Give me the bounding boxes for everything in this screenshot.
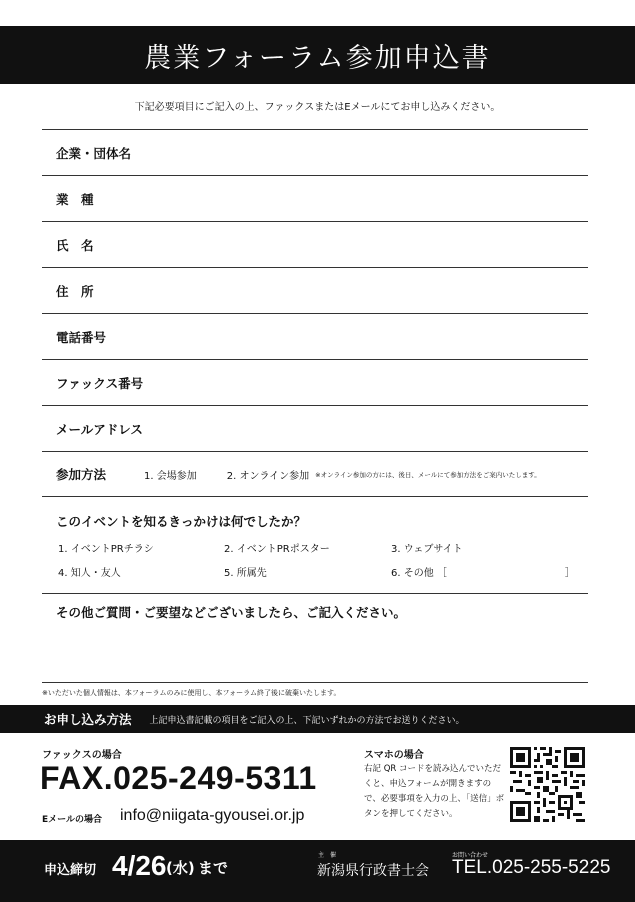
participation-option-venue[interactable]: 1. 会場参加 (144, 470, 197, 482)
field-label: 電話番号 (56, 329, 107, 345)
fax-label: ファックスの場合 (42, 750, 122, 761)
form-title: 農業フォーラム参加申込書 (144, 42, 491, 74)
deadline-label: 申込締切 (44, 863, 97, 878)
comments-label: その他ご質問・ご要望などございましたら、ご記入ください。 (56, 605, 407, 620)
qr-code-icon[interactable] (510, 747, 585, 822)
field-email[interactable] (42, 405, 588, 451)
trigger-section (42, 497, 588, 594)
trigger-option-affiliation[interactable]: 5. 所属先 (224, 568, 267, 579)
field-label: メールアドレス (56, 421, 143, 437)
organizer-ruby: 主 催 (318, 852, 337, 859)
deadline-suffix: まで (198, 859, 229, 877)
participation-note: ※オンライン参加の方には、後日、メールにて参加方法をご案内いたします。 (315, 470, 541, 479)
smartphone-instructions: 右記 QR コードを読み込んでいただくと、申込フォームが開きますので、必要事項を入力の上、「送信」ボタンを押してください。 (364, 764, 505, 819)
how-to-apply-description: 上記申込書記載の項目をご記入の上、下記いずれかの方法でお送りください。 (149, 715, 465, 726)
field-label: 業 種 (56, 191, 94, 207)
deadline-date: 4/26 (112, 850, 167, 881)
field-label: 氏 名 (56, 237, 94, 253)
bracket-open: ［ (436, 568, 447, 579)
trigger-option-website[interactable]: 3. ウェブサイト (391, 544, 463, 555)
field-company[interactable] (42, 129, 588, 175)
field-name[interactable] (42, 221, 588, 267)
deadline-bar (0, 840, 635, 902)
bracket-close: ］ (564, 568, 575, 579)
privacy-note: ※いただいた個人情報は、本フォーラムのみに使用し、本フォーラム終了後に破棄いたします。 (42, 689, 341, 697)
field-industry[interactable] (42, 175, 588, 221)
email-label: Eメールの場合 (42, 815, 102, 825)
fax-number: FAX.025-249-5311 (40, 760, 317, 796)
intro-text: 下記必要項目にご記入の上、ファックスまたはEメールにてお申し込みください。 (134, 102, 501, 113)
contact-ruby: お問い合わせ (452, 852, 489, 859)
trigger-option-poster[interactable]: 2. イベントPRポスター (224, 544, 330, 555)
field-address[interactable] (42, 267, 588, 313)
field-participation (42, 451, 588, 497)
trigger-option-other-label: 6. その他 (391, 568, 434, 579)
title-bar (0, 26, 635, 84)
contact-tel[interactable]: TEL.025-255-5225 (452, 857, 611, 878)
participation-label: 参加方法 (56, 467, 107, 482)
trigger-option-flyer[interactable]: 1. イベントPRチラシ (58, 544, 154, 555)
organizer-name: 新潟県行政書士会 (317, 863, 429, 879)
form-fields (42, 129, 588, 497)
field-fax[interactable] (42, 359, 588, 405)
trigger-option-acquaintance[interactable]: 4. 知人・友人 (58, 568, 121, 579)
smartphone-heading: スマホの場合 (364, 750, 424, 761)
other-input-bracket[interactable] (437, 564, 575, 579)
field-label: 企業・団体名 (56, 145, 132, 161)
how-to-apply-heading: お申し込み方法 (44, 712, 132, 727)
field-label: ファックス番号 (56, 375, 144, 391)
field-label: 住 所 (56, 283, 94, 299)
email-address[interactable]: info@niigata-gyousei.or.jp (120, 807, 305, 824)
trigger-question: このイベントを知るきっかけは何でしたか？ (56, 514, 307, 529)
trigger-option-other[interactable] (391, 564, 575, 579)
field-phone[interactable] (42, 313, 588, 359)
participation-option-online[interactable]: 2. オンライン参加 (226, 470, 310, 482)
how-to-apply-bar (0, 705, 635, 733)
comments-divider (42, 682, 588, 683)
deadline-weekday: (水) (166, 859, 195, 877)
